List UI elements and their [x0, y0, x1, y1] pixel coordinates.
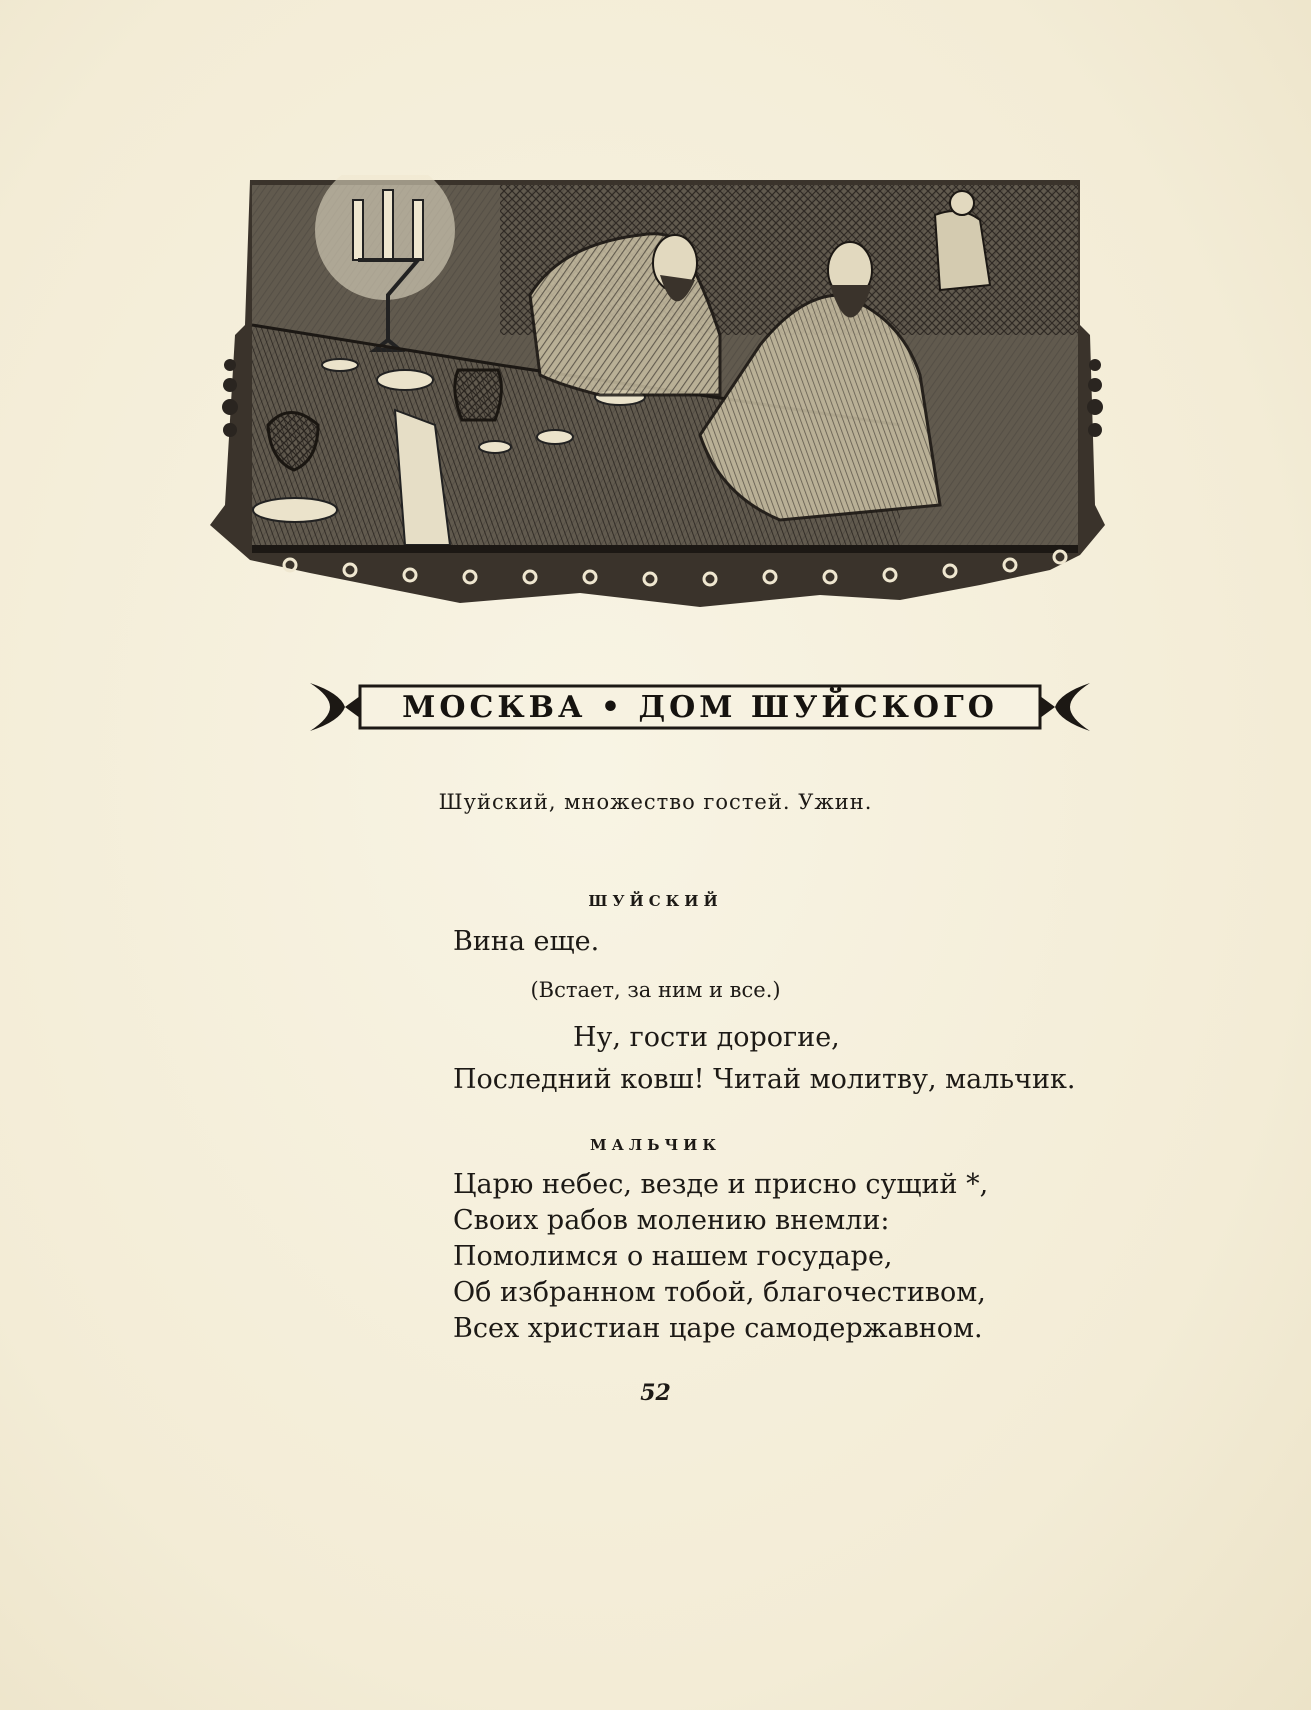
verse-line: Вина еще. [453, 926, 600, 957]
verse-line: Царю небес, везде и присно сущий *, [453, 1169, 989, 1200]
feast-engraving-illustration [200, 175, 1200, 675]
verse-line: Всех христиан царе самодержавном. [453, 1313, 983, 1344]
speaker-name-shuisky: ШУЙСКИЙ [588, 892, 723, 910]
page-number: 52 [640, 1380, 671, 1406]
verse-line: Помолимся о нашем государе, [453, 1241, 893, 1272]
speaker-name-boy: МАЛЬЧИК [590, 1136, 721, 1154]
verse-line: Об избранном тобой, благочестивом, [453, 1277, 986, 1308]
verse-line: Своих рабов молению внемли: [453, 1205, 890, 1236]
scene-title: МОСКВА • ДОМ ШУЙСКОГО [402, 690, 998, 725]
scene-stage-direction: Шуйский, множество гостей. Ужин. [438, 790, 873, 814]
verse-line: Последний ковш! Читай молитву, мальчик. [453, 1064, 1076, 1095]
verse-line: Ну, гости дорогие, [573, 1022, 840, 1053]
stage-direction: (Встает, за ним и все.) [530, 978, 781, 1002]
